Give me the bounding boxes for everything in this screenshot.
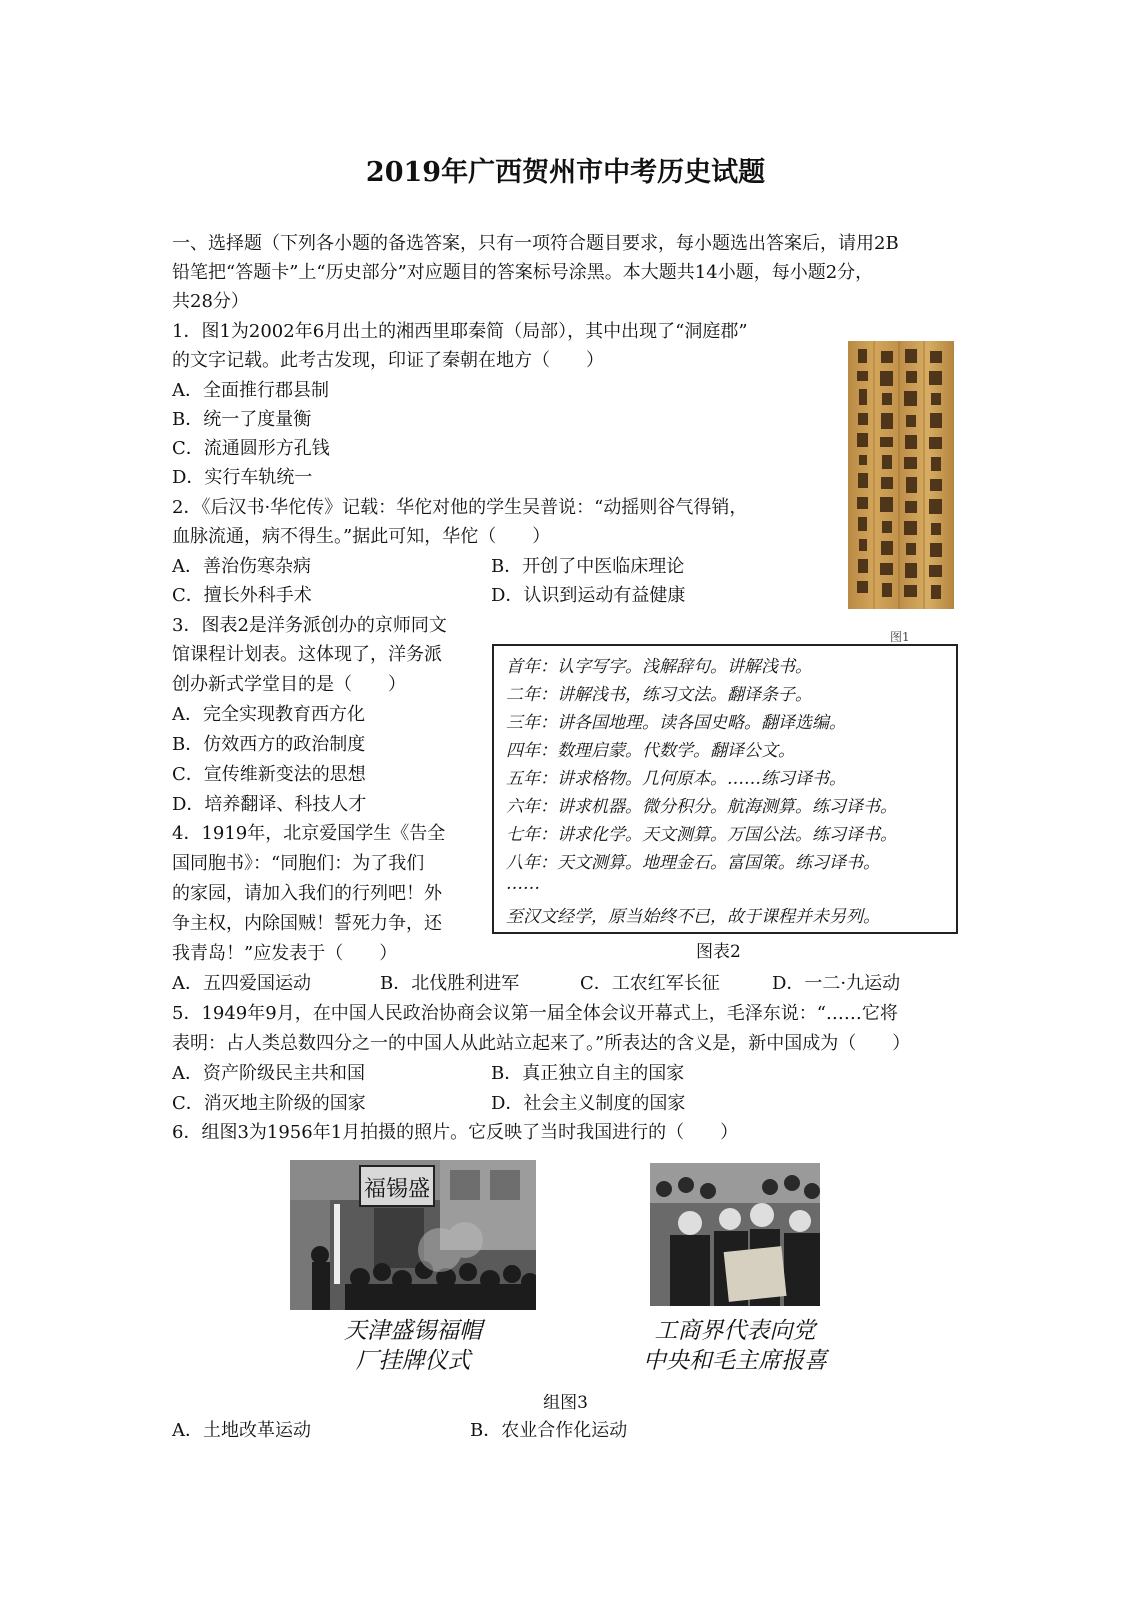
q5-option-a: A．资产阶级民主共和国	[172, 1063, 365, 1084]
page-title: 2019年广西贺州市中考历史试题	[365, 157, 766, 188]
q1-option-d: D．实行车轨统一	[172, 467, 313, 488]
q5-option-c: C．消灭地主阶级的国家	[172, 1093, 366, 1114]
q1-option-b: B．统一了度量衡	[172, 409, 312, 430]
q2-option-d: D．认识到运动有益健康	[491, 585, 686, 606]
q4-stem-1: 4．1919年，北京爱国学生《告全	[172, 823, 446, 844]
q2-stem-1: 2．《后汉书·华佗传》记载：华佗对他的学生吴普说：“动摇则谷气得销，	[172, 497, 748, 518]
curriculum-row: 七年：讲求化学。天文测算。万国公法。练习译书。	[506, 825, 897, 845]
q1-stem-1: 1．图1为2002年6月出土的湘西里耶秦简（局部），其中出现了“洞庭郡”	[172, 321, 748, 342]
shop-ceremony-photo	[290, 1160, 536, 1310]
qin-bamboo-slip-image	[848, 341, 954, 609]
q4-stem-5: 我青岛！”应发表于（ ）	[172, 943, 398, 964]
figure-1-caption: 图1	[890, 630, 910, 644]
instructions-line-3: 共28分）	[172, 291, 249, 312]
left-photo-caption-1: 天津盛锡福帽	[344, 1318, 482, 1344]
curriculum-row: 八年：天文测算。地理金石。富国策。练习译书。	[506, 853, 880, 873]
q5-stem-1: 5．1949年9月，在中国人民政治协商会议第一届全体会议开幕式上，毛泽东说：“……它将	[172, 1003, 898, 1024]
group-figure-caption: 组图3	[543, 1393, 588, 1413]
q5-option-b: B．真正独立自主的国家	[491, 1063, 685, 1084]
q4-stem-3: 的家园，请加入我们的行列吧！外	[172, 883, 442, 904]
q3-stem-1: 3．图表2是洋务派创办的京师同文	[172, 615, 447, 636]
curriculum-row: 六年：讲求机器。微分积分。航海测算。练习译书。	[506, 797, 897, 817]
curriculum-row: 首年：认字写字。浅解辞句。讲解浅书。	[506, 657, 812, 677]
q4-stem-4: 争主权，内除国贼！誓死力争，还	[172, 913, 442, 934]
q2-option-c: C．擅长外科手术	[172, 585, 312, 606]
curriculum-table	[492, 644, 958, 934]
q4-option-b: B．北伐胜利进军	[380, 973, 520, 994]
representatives-photo	[650, 1163, 820, 1306]
q3-stem-2: 馆课程计划表。这体现了，洋务派	[172, 644, 442, 665]
curriculum-row: 四年：数理启蒙。代数学。翻译公文。	[506, 741, 795, 761]
q1-option-c: C．流通圆形方孔钱	[172, 438, 330, 459]
q3-stem-3: 创办新式学堂目的是（ ）	[172, 674, 406, 695]
right-photo-caption-2: 中央和毛主席报喜	[643, 1348, 827, 1374]
q2-stem-2: 血脉流通，病不得生。”据此可知，华佗（ ）	[172, 526, 551, 547]
q4-option-d: D．一二·九运动	[772, 973, 901, 994]
shop-sign-text: 福锡盛	[363, 1177, 431, 1202]
instructions-line-2: 铅笔把“答题卡”上“历史部分”对应题目的答案标号涂黑。本大题共14小题，每小题2分，	[172, 262, 874, 283]
table-2-caption: 图表2	[696, 942, 741, 962]
q3-option-b: B．仿效西方的政治制度	[172, 734, 366, 755]
curriculum-row: 五年：讲求格物。几何原本。……练习译书。	[506, 769, 846, 789]
q3-option-a: A．完全实现教育西方化	[172, 704, 365, 725]
curriculum-row: ……	[506, 874, 540, 894]
curriculum-row: 二年：讲解浅书，练习文法。翻译条子。	[506, 685, 812, 705]
q4-stem-2: 国同胞书》：“同胞们：为了我们	[172, 853, 425, 874]
q3-option-d: D．培养翻译、科技人才	[172, 794, 367, 815]
q2-option-b: B．开创了中医临床理论	[491, 556, 685, 577]
right-photo-caption-1: 工商界代表向党	[654, 1318, 816, 1344]
q5-stem-2: 表明：占人类总数四分之一的中国人从此站立起来了。”所表达的含义是，新中国成为（ ）	[172, 1033, 911, 1054]
q2-option-a: A．善治伤寒杂病	[172, 556, 311, 577]
q5-option-d: D．社会主义制度的国家	[491, 1093, 686, 1114]
curriculum-row: 至汉文经学，原当始终不已，故于课程并未另列。	[506, 907, 880, 927]
q1-stem-2: 的文字记载。此考古发现，印证了秦朝在地方（ ）	[172, 350, 604, 371]
instructions-line-1: 一、选择题（下列各小题的备选答案，只有一项符合题目要求，每小题选出答案后，请用2B	[172, 233, 899, 254]
q6-option-a: A．土地改革运动	[172, 1420, 311, 1441]
left-photo-caption-2: 厂挂牌仪式	[355, 1348, 471, 1374]
curriculum-row: 三年：讲各国地理。读各国史略。翻译选编。	[506, 713, 846, 733]
q6-option-b: B．农业合作化运动	[470, 1420, 628, 1441]
q4-option-c: C．工农红军长征	[580, 973, 720, 994]
q3-option-c: C．宣传维新变法的思想	[172, 764, 366, 785]
q6-stem: 6．组图3为1956年1月拍摄的照片。它反映了当时我国进行的（ ）	[172, 1122, 739, 1143]
q4-option-a: A．五四爱国运动	[172, 973, 311, 994]
q1-option-a: A．全面推行郡县制	[172, 380, 329, 401]
